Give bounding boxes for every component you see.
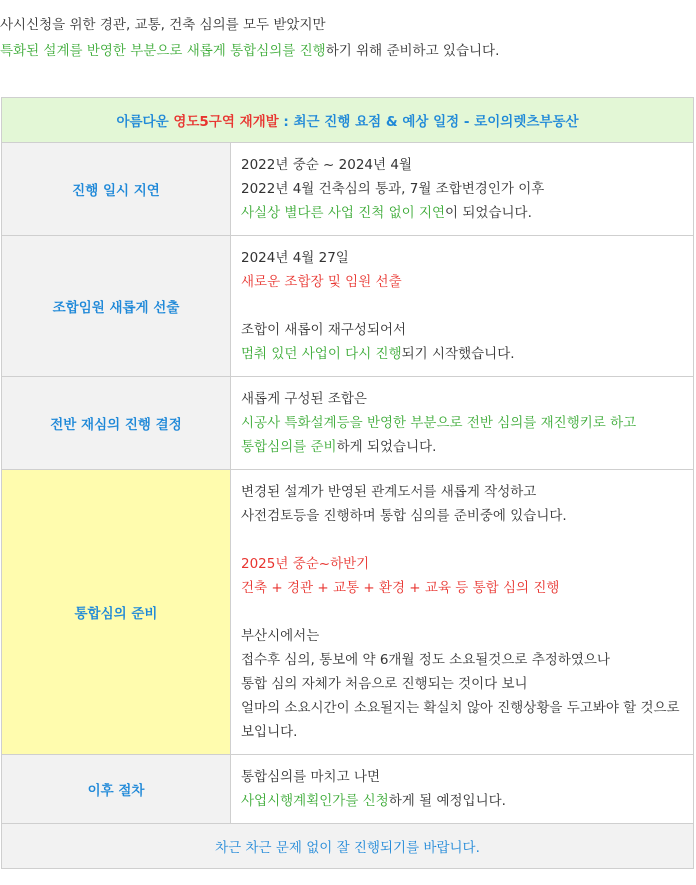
row-body-review: 새롭게 구성된 조합은 시공사 특화설계등을 반영한 부분으로 전반 심의를 재진행키로 하고 통합심의를 준비하게 되었습니다.: [231, 377, 694, 470]
intro-line-1: 사시신청을 위한 경관, 교통, 건축 심의를 모두 받았지만: [0, 17, 326, 33]
intro-line-2-highlight: 특화된 설계를 반영한 부분으로 새롭게 통합심의를 진행: [0, 43, 326, 59]
row-label-next: 이후 절차: [2, 755, 231, 824]
table-row: [2, 143, 694, 236]
table-footer: 차근 차근 문제 없이 잘 진행되기를 바랍니다.: [2, 824, 694, 869]
intro: [0, 12, 690, 64]
table-row: [2, 755, 694, 824]
schedule-table: [1, 97, 694, 869]
table-header: 아름다운 영도5구역 재개발 : 최근 진행 요점 & 예상 일정 - 로이의렛츠부동산: [2, 98, 694, 143]
table-header-row: [2, 98, 694, 143]
row-label-delay: 진행 일시 지연: [2, 143, 231, 236]
table-footer-row: [2, 824, 694, 869]
row-body-delay: 2022년 중순 ~ 2024년 4월 2022년 4월 건축심의 통과, 7월 조합변경인가 이후 사실상 별다른 사업 진척 없이 지연이 되었습니다.: [231, 143, 694, 236]
intro-line-2: [0, 38, 690, 64]
table-row: [2, 236, 694, 377]
row-label-integrated: 통합심의 준비: [2, 470, 231, 755]
header-highlight: 영도5구역 재개발: [173, 114, 279, 130]
table-row: [2, 377, 694, 470]
intro-line-2-rest: 하기 위해 준비하고 있습니다.: [325, 43, 500, 59]
row-body-integrated: 변경된 설계가 반영된 관계도서를 새롭게 작성하고 사전검토등을 진행하며 통합 심의를 준비중에 있습니다. 2025년 중순~하반기 건축 + 경관 + 교통 + 환경 + 교육 등 통합 심의 진행 부산시에서는 접수후 심의, 통보에 약 6개월 정도 소요될것으로 추정하였으나 통합 심의 자체가 처음으로 진행되는 것이다 보니 얼마의 소요시간이 소요될지는 확실치 않아 진행상황을 두고봐야 할 것으로 보입니다.: [231, 470, 694, 755]
row-body-election: 2024년 4월 27일 새로운 조합장 및 임원 선출 조합이 새롭이 재구성되어서 멈춰 있던 사업이 다시 진행되기 시작했습니다.: [231, 236, 694, 377]
row-label-review: 전반 재심의 진행 결정: [2, 377, 231, 470]
row-body-next: 통합심의를 마치고 나면 사업시행계획인가를 신청하게 될 예정입니다.: [231, 755, 694, 824]
row-label-election: 조합임원 새롭게 선출: [2, 236, 231, 377]
table-row: [2, 470, 694, 755]
